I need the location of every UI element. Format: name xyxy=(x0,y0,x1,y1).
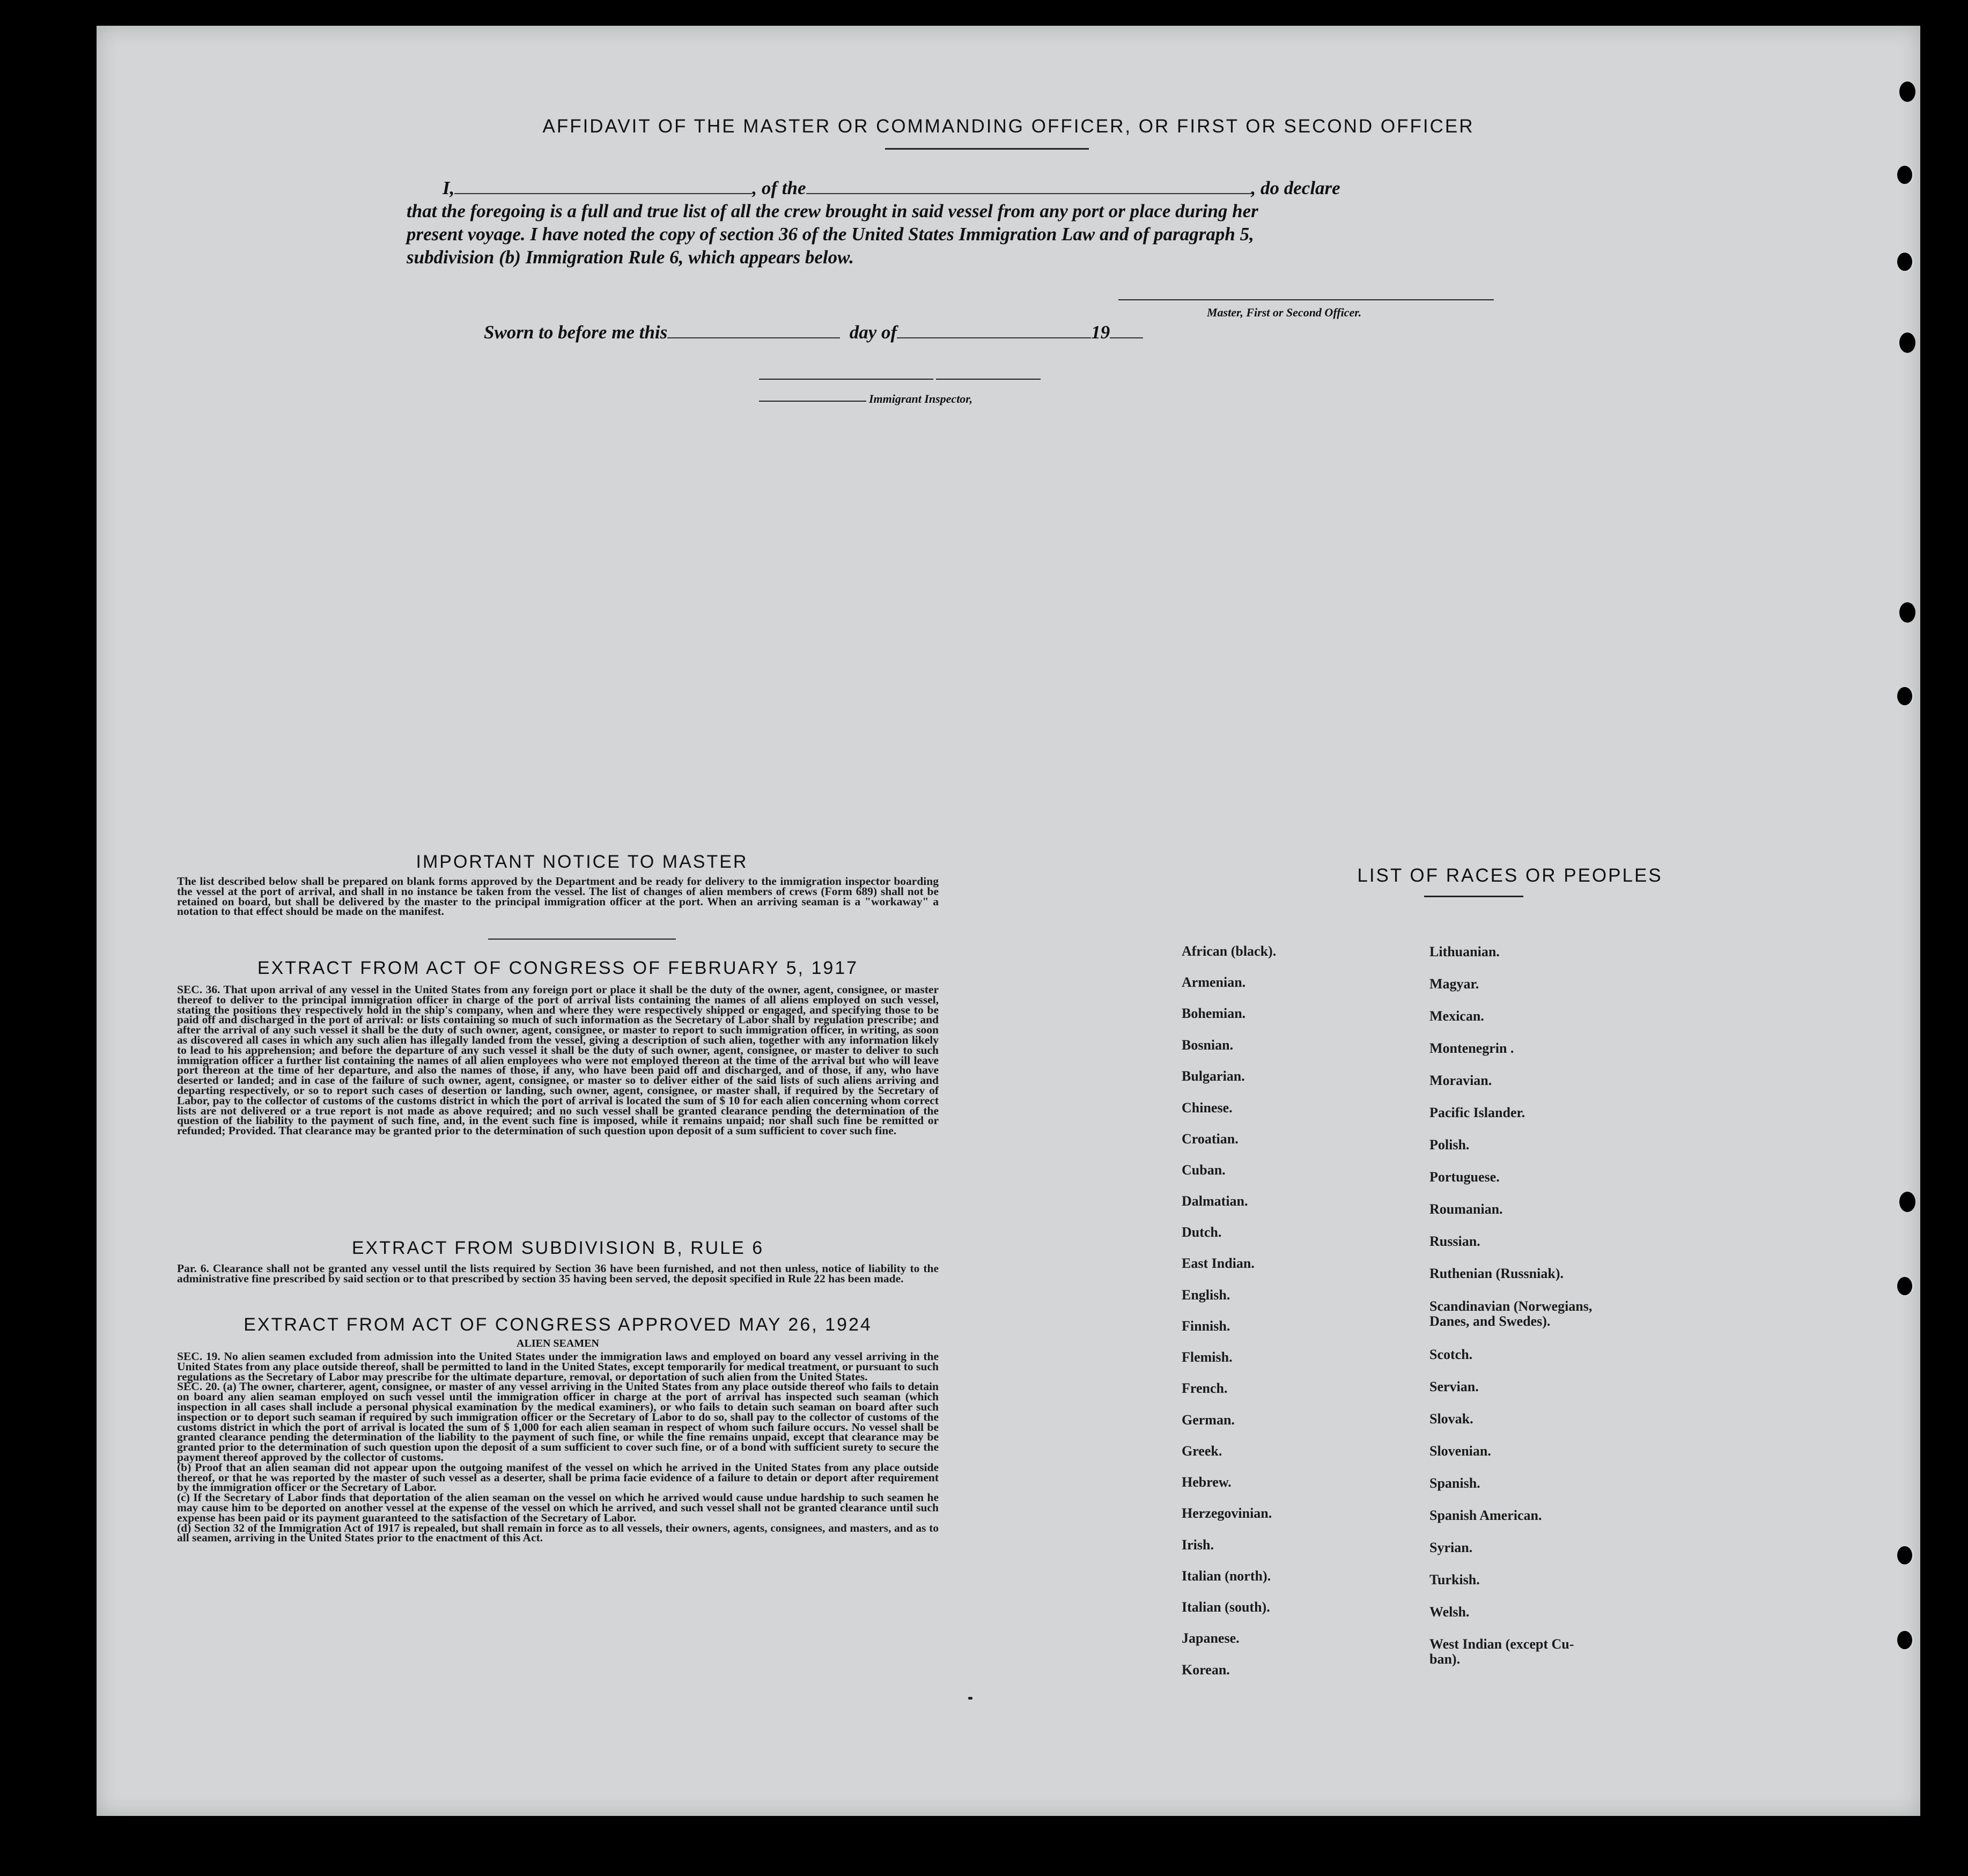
affidavit-i-label: I, xyxy=(443,178,455,198)
races-title-rule xyxy=(1424,896,1523,897)
race-item: Dutch. xyxy=(1182,1224,1222,1240)
affidavit-line4: subdivision (b) Immigration Rule 6, which appears below. xyxy=(407,247,854,268)
subdivision-b-block xyxy=(177,1264,939,1284)
race-item: Servian. xyxy=(1429,1379,1479,1394)
punch-hole xyxy=(1899,1192,1915,1212)
sworn-year-field[interactable] xyxy=(1110,337,1143,338)
race-item: Spanish American. xyxy=(1429,1508,1542,1523)
punch-hole xyxy=(1896,1545,1914,1566)
punch-hole xyxy=(1899,602,1915,623)
vessel-name-field[interactable] xyxy=(806,193,1251,194)
race-item: Magyar. xyxy=(1429,976,1479,992)
race-item: Montenegrin . xyxy=(1429,1040,1514,1056)
year-prefix: 19 xyxy=(1091,322,1110,343)
race-item: German. xyxy=(1182,1412,1235,1428)
race-item: Turkish. xyxy=(1429,1572,1480,1587)
race-item: Italian (south). xyxy=(1182,1599,1270,1615)
race-item: Bohemian. xyxy=(1182,1006,1246,1021)
extract-1917-title: EXTRACT FROM ACT OF CONGRESS OF FEBRUARY 5, 1917 xyxy=(257,958,859,978)
sworn-line xyxy=(484,322,1143,343)
race-item: Lithuanian. xyxy=(1429,944,1500,959)
race-item: Ruthenian (Russniak). xyxy=(1429,1266,1564,1281)
signature-line[interactable] xyxy=(1118,299,1494,300)
race-item: Slovenian. xyxy=(1429,1443,1491,1459)
race-item: Italian (north). xyxy=(1182,1568,1271,1584)
extract-1924-sec20a: SEC. 20. (a) The owner, charterer, agent, consignee, or master of any vessel arriving in the United States from any place outside thereof who fails to detain on board any alien seaman employed on such vessel until the immigration officer in charge at the port of arrival has inspected such seaman (which inspection in all cases shall include a personal physical examination by the medical examiners), or who fails to detain such seaman on board after such inspection or to deport such seaman if required by such immigration officer or the Secretary of Labor to do so, shall pay to the collector of customs of the customs district in which the port of arrival is located the sum of $ 1,000 for each alien seaman in respect of whom such failure occurs. No vessel shall be granted clearance pending the determination of the liability to the payment of such fine, or while the fine remains unpaid, except that clearance may be granted prior to the determination of such question upon the deposit of a sum sufficient to cover such fine, or of a bond with sufficient surety to secure the payment thereof approved by the collector of customs. xyxy=(177,1380,939,1464)
punch-hole xyxy=(1896,1629,1914,1651)
race-item: Herzegovinian. xyxy=(1182,1505,1272,1521)
affidavit-declare-label: , do declare xyxy=(1251,178,1340,198)
race-item: Flemish. xyxy=(1182,1349,1233,1365)
race-item: Cuban. xyxy=(1182,1162,1226,1178)
race-item: Croatian. xyxy=(1182,1131,1239,1147)
race-item: Bosnian. xyxy=(1182,1037,1234,1053)
race-item: Polish. xyxy=(1429,1137,1470,1153)
race-item: Portuguese. xyxy=(1429,1169,1500,1185)
affidavit-line2: that the foregoing is a full and true list of all the crew brought in said vessel from any port or place during her xyxy=(407,201,1258,221)
inspector-line-c[interactable] xyxy=(759,401,866,402)
sworn-day-field[interactable] xyxy=(667,337,840,338)
race-item: West Indian (except Cu- ban). xyxy=(1429,1636,1574,1667)
race-item: Dalmatian. xyxy=(1182,1193,1248,1209)
notice-body-block xyxy=(177,876,939,917)
race-item: Hebrew. xyxy=(1182,1474,1232,1490)
extract-1924-sec20c: (c) If the Secretary of Labor finds that deportation of the alien seaman on the vessel on which he arrived would cause undue hardship to such seamen he may cause him to be deported on another vessel at the expense of the vessel on which he arrived, and such vessel shall not be granted clearance until such expense has been paid or its payment guaranteed to the satisfaction of the Secretary of Labor. xyxy=(177,1491,939,1524)
race-item: Scandinavian (Norwegians, Danes, and Swedes). xyxy=(1429,1298,1593,1329)
race-item: Finnish. xyxy=(1182,1318,1230,1334)
race-item: Mexican. xyxy=(1429,1008,1484,1024)
sworn-label: Sworn to before me this xyxy=(484,322,668,343)
affidavit-title-rule xyxy=(885,148,1089,150)
speck xyxy=(968,1697,972,1700)
affidavit-line3: present voyage. I have noted the copy of section 36 of the United States Immigration Law and of paragraph 5, xyxy=(407,224,1254,245)
punch-hole xyxy=(1899,333,1915,353)
extract-1917-body: SEC. 36. That upon arrival of any vessel in the United States from any foreign port or place it shall be the duty of the owner, agent, consignee, or master thereof to deliver to the principal immigration officer in charge of the port of arrival lists containing the names of all aliens employed on such vessel, stating the positions they respectively hold in the ship's company, when and where they were respectively shipped or engaged, and specifying those to be paid off and discharged in the port of arrival: or lists containing so much of such information as the Secretary of Labor shall by regulation prescribe; and after the arrival of any such vessel it shall be the duty of such owner, agent, consignee, or master to report to such immigration officer, in writing, as soon as discovered all cases in which any such alien has illegally landed from the vessel, giving a description of such alien, together with any information likely to lead to his apprehension; and before the departure of any such vessel it shall be the duty of such owner, agent, consignee, or master to deliver to such immigration officer a further list containing the names of all alien employees who were not employed thereon at the time of the arrival but who will leave port thereon at the time of her departure, and also the names of those, if any, who have been paid off and discharged, and of those, if any, who have deserted or landed; and in case of the failure of such owner, agent, consignee, or master so to deliver either of the said lists of such aliens arriving and departing respectively, or so to report such cases of desertion or landing, such owner, agent, consignee, or master shall, if required by the Secretary of Labor, pay to the collector of customs of the customs district in which the port of arrival is located the sum of $ 10 for each alien concerning whom correct lists are not delivered or a true report is not made as above required; and no such vessel shall be granted clearance pending the determination of the question of the liability to the payment of such fine, and, in the event such fine is imposed, while it remains unpaid; nor shall such fine be remitted or refunded; Provided. That clearance may be granted prior to the determination of such question upon deposit of a sum sufficient to cover such fine. xyxy=(177,983,939,1138)
inspector-line-b[interactable] xyxy=(936,379,1041,380)
race-item: Greek. xyxy=(1182,1443,1222,1459)
punch-hole xyxy=(1896,685,1914,707)
race-item: Chinese. xyxy=(1182,1100,1233,1116)
punch-hole xyxy=(1896,164,1914,186)
signature-label: Master, First or Second Officer. xyxy=(1207,306,1362,319)
race-item: Irish. xyxy=(1182,1537,1214,1553)
race-item: Russian. xyxy=(1429,1234,1480,1249)
race-item: Slovak. xyxy=(1429,1411,1473,1427)
race-item: French. xyxy=(1182,1380,1228,1396)
notice-body: The list described below shall be prepared on blank forms approved by the Department and be ready for delivery to the immigration inspector boarding the vessel at the port of arrival, and shall in no instance be taken from the vessel. The list of changes of alien members of crews (Form 689) shall not be retained on board, but shall be delivered by the master to the principal immigration officer at the port. When an arriving seaman is a "workaway" a notation to that effect should be made on the manifest. xyxy=(177,875,939,918)
affidavit-title: AFFIDAVIT OF THE MASTER OR COMMANDING OFFICER, OR FIRST OR SECOND OFFICER xyxy=(542,116,1475,137)
race-item: Armenian. xyxy=(1182,974,1246,990)
race-item: Roumanian. xyxy=(1429,1201,1503,1217)
punch-hole xyxy=(1896,1275,1914,1297)
extract-1924-sec20d: (d) Section 32 of the Immigration Act of 1917 is repealed, but shall remain in force as to all vessels, their owners, agents, consignees, and masters, and as to all seamen, arriving in the United States prior to the enactment of this Act. xyxy=(177,1521,939,1545)
extract-1924-subtitle: ALIEN SEAMEN xyxy=(517,1338,599,1349)
inspector-label: Immigrant Inspector, xyxy=(869,392,973,405)
extract-1917-block xyxy=(177,985,939,1136)
affidavit-line1 xyxy=(443,178,1494,199)
race-item: Spanish. xyxy=(1429,1475,1480,1491)
race-item: Bulgarian. xyxy=(1182,1068,1245,1084)
race-item: Japanese. xyxy=(1182,1630,1240,1646)
race-item: Pacific Islander. xyxy=(1429,1105,1525,1120)
race-item: East Indian. xyxy=(1182,1255,1255,1271)
race-item: English. xyxy=(1182,1287,1230,1303)
extract-1924-sec19: SEC. 19. No alien seamen excluded from admission into the United States under the immigration laws and employed on board any vessel arriving in the United States from any place outside thereof, shall be permitted to land in the United States, except temporarily for medical treatment, or pursuant to such regulations as the Secretary of Labor may prescribe for the ultimate departure, removal, or deportation of such alien from the United States. xyxy=(177,1350,939,1383)
notice-title: IMPORTANT NOTICE TO MASTER xyxy=(416,852,748,872)
extract-1924-block xyxy=(177,1351,939,1543)
race-item: Welsh. xyxy=(1429,1604,1470,1620)
race-item: African (black). xyxy=(1182,943,1277,959)
day-of-label: day of xyxy=(849,322,897,343)
notice-rule xyxy=(488,939,676,940)
subdivision-b-body: Par. 6. Clearance shall not be granted any vessel until the lists required by Section 36 have been furnished, and not then unless, notice of liability to the administrative fine prescribed by said section or to that prescribed by section 35 having been served, the deposit specified in Rule 22 has been made. xyxy=(177,1262,939,1285)
sworn-month-field[interactable] xyxy=(897,337,1091,338)
races-title: LIST OF RACES OR PEOPLES xyxy=(1357,865,1663,886)
extract-1924-sec20b: (b) Proof that an alien seaman did not appear upon the outgoing manifest of the vessel on which he arrived in the United States from any place outside thereof, or that he was reported by the master of such vessel as a deserter, shall be prima facie evidence of a failure to detain or deport after requirement by the immigration officer or the Secretary of Labor. xyxy=(177,1460,939,1494)
master-name-field[interactable] xyxy=(454,193,752,194)
punch-hole xyxy=(1896,251,1914,272)
form-sheet xyxy=(97,26,1920,1816)
inspector-line-a[interactable] xyxy=(759,379,933,380)
subdivision-b-title: EXTRACT FROM SUBDIVISION B, RULE 6 xyxy=(351,1238,764,1258)
race-item: Scotch. xyxy=(1429,1347,1473,1362)
race-item: Moravian. xyxy=(1429,1073,1492,1088)
affidavit-of-the-label: , of the xyxy=(752,178,806,198)
extract-1924-title: EXTRACT FROM ACT OF CONGRESS APPROVED MAY 26, 1924 xyxy=(244,1314,872,1335)
punch-hole xyxy=(1899,82,1915,102)
race-item: Syrian. xyxy=(1429,1540,1473,1555)
race-item: Korean. xyxy=(1182,1662,1230,1678)
